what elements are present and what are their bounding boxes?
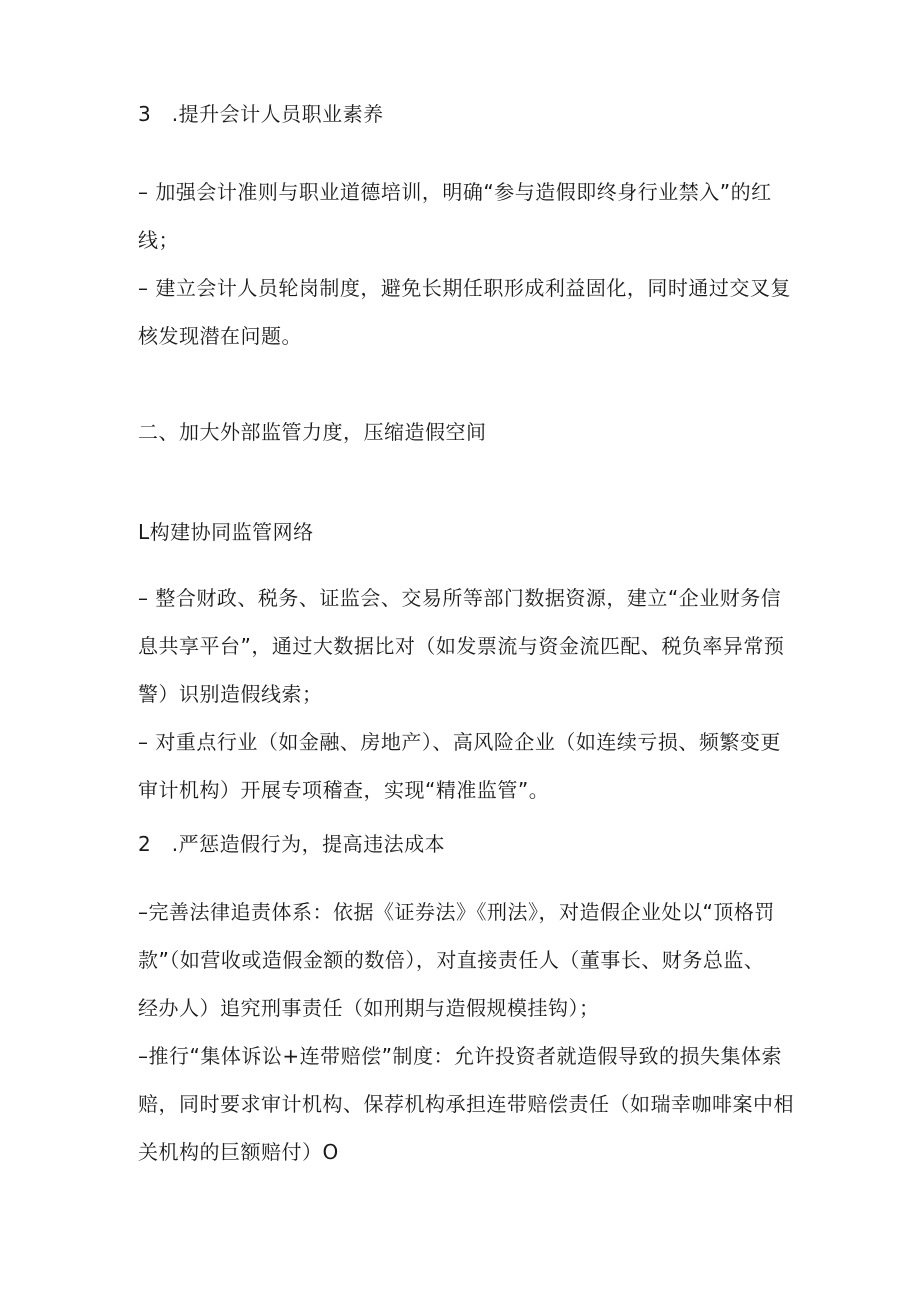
paragraph-line: – 对重点行业（如金融、房地产）、高风险企业（如连续亏损、频繁变更 — [138, 730, 781, 754]
paragraph-line: 警）识别造假线索； — [138, 682, 323, 706]
paragraph-line: 核发现潜在问题。 — [138, 324, 302, 348]
paragraph-line: 关机构的巨额赔付）O — [138, 1140, 339, 1164]
paragraph-line: – 加强会计准则与职业道德培训，明确“参与造假即终身行业禁入”的红 — [138, 180, 772, 204]
subsection-heading-1: L构建协同监管网络 — [138, 520, 314, 544]
subsection-heading-2: 2 .严惩造假行为，提高违法成本 — [138, 832, 446, 856]
paragraph-line: 审计机构）开展专项稽查，实现“精准监管”。 — [138, 778, 550, 802]
paragraph-line: 款”（如营收或造假金额的数倍），对直接责任人（董事长、财务总监、 — [138, 948, 765, 972]
paragraph-line: – 整合财政、税务、证监会、交易所等部门数据资源，建立“企业财务信 — [138, 586, 782, 610]
section-heading-two: 二、加大外部监管力度，压缩造假空间 — [138, 420, 487, 444]
paragraph-line: 赔，同时要求审计机构、保荐机构承担连带赔偿责任（如瑞幸咖啡案中相 — [138, 1092, 794, 1116]
paragraph-line: 息共享平台”，通过大数据比对（如发票流与资金流匹配、税负率异常预 — [138, 634, 785, 658]
paragraph-line: –推行“集体诉讼+连带赔偿”制度：允许投资者就造假导致的损失集体索 — [138, 1044, 782, 1068]
paragraph-line: – 建立会计人员轮岗制度，避免长期任职形成利益固化，同时通过交叉复 — [138, 276, 791, 300]
paragraph-line: –完善法律追责体系：依据《证券法》《刑法》，对造假企业处以“顶格罚 — [138, 900, 775, 924]
paragraph-line: 经办人）追究刑事责任（如刑期与造假规模挂钩）； — [138, 996, 600, 1020]
section-heading-3: 3 .提升会计人员职业素养 — [138, 102, 384, 126]
paragraph-line: 线； — [138, 228, 179, 252]
